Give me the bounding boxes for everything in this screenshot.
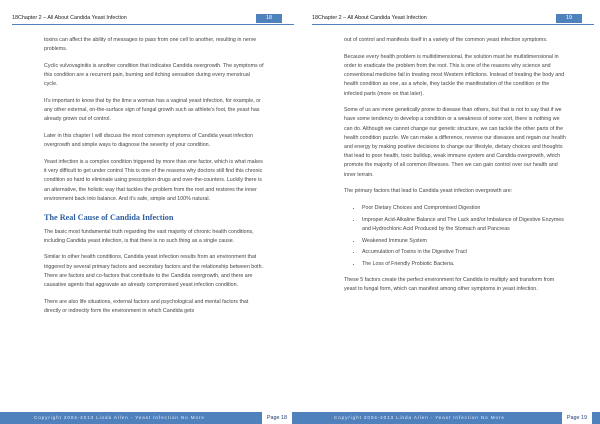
header-title: 18Chapter 2 – All About Candida Yeast Infection xyxy=(312,15,427,21)
page-footer xyxy=(300,412,600,424)
paragraph: Because every health problem is multidimensional, the solution must be multidimensional in order to eradicate the problem from the root. This is one of the reasons why science and conventional medicine fail in treating most Western inflictions. Instead of treating the body and health condition as one, as a whole, they tackle the manifestation of the condition or the infected parts (more on that later). xyxy=(344,53,565,97)
paragraph: There are also life situations, external factors and psychological and mental factors that directly or indirectly form the environment in which Candida gets xyxy=(44,298,249,314)
list-item: • Weakened Immune System xyxy=(362,237,566,246)
paragraph: out of control and manifests itself in a variety of the common yeast infection symptoms. xyxy=(344,37,548,43)
paragraph: Later in this chapter I will discuss the most common symptoms of Candida yeast infection overgrowth and simple ways to diagnose the severity of your condition. xyxy=(44,133,254,149)
paragraph: The basic most fundamental truth regarding the vast majority of chronic health conditions, including Candida yeast infection, is that there is no such thing as a single cause. xyxy=(44,228,254,244)
footer-page-number: Page 18 xyxy=(262,412,292,424)
header-page-number: 19 xyxy=(556,14,582,23)
footer-page-number: Page 19 xyxy=(562,412,592,424)
page-header xyxy=(312,14,594,23)
list-item: • Accumulation of Toxins in the Digestive Tract xyxy=(362,248,566,257)
paragraph: toxins can affect the ability of messages to pass from one cell to another, resulting in nerve problems. xyxy=(44,37,257,53)
footer-copyright: Copyright 2004-2013 Linda Allen - Yeast Infection No More xyxy=(34,415,205,420)
paragraph: These 5 factors create the perfect environment for Candida to multiply and transform from yeast to fungal form, which can manifest among other symptoms in yeast infection. xyxy=(344,277,555,293)
header-rule xyxy=(12,24,294,25)
list-item: • Poor Dietary Choices and Compromised Digestion xyxy=(362,204,566,213)
paragraph: Similar to other health conditions, Candida yeast infection results from an environment that triggered by several primary factors and secondary factors and the relationship between both. There are factors and co-factors that contribute to the Candida overgrowth, and there are causative agents that aggravate an already compromised yeast infection condition. xyxy=(44,254,264,289)
factor-list xyxy=(344,204,566,269)
paragraph: Some of us are more genetically prone to disease than others, but that is not to say that if we have some tendency to develop a condition or a weakness of some sort, there is nothing we can do. Although we cannot change our genetic structure, we can tackle the other parts of the health condition puzzle. We can make a difference, reverse our diseases and regain our health and energy by making positive decisions to change our lifestyle, dietary choices and thoughts that lead to poor health, toxic buildup, weak immune system and Candida overgrowth, which promote the majority of all common illnesses. Then we can gain control over our health and inner terrain. xyxy=(344,107,566,178)
paragraph: It’s important to know that by the time a woman has a vaginal yeast infection, for example, or any other external, on-the-surface sign of fungal growth such as athlete’s foot, the yeast has already grown out of control. xyxy=(44,98,261,123)
right-page xyxy=(300,0,600,424)
list-item: • Improper Acid-Alkaline Balance and The Lack and/or Imbalance of Digestive Enzymes and Hydrochloric Acid Produced by the Stomach and Pancreas xyxy=(362,216,566,234)
page-content xyxy=(344,36,566,302)
paragraph: Yeast infection is a complex condition triggered by more than one factor, which is what makes it very difficult to get under control This is one of the reasons why doctors still find this chronic condition so hard to eliminate using prescription drugs and over-the-counters. Luckily there is an alternative, the holistic way that tackles the problem from the root and restores the inner environment back into balance. And it’s safe, simple and 100% natural. xyxy=(44,159,263,202)
page-content xyxy=(44,36,264,324)
list-item: • The Loss of Friendly Probiotic Bacteria. xyxy=(362,260,566,269)
paragraph: Cyclic vulvovaginitis is another condition that indicates Candida overgrowth. The symptoms of this condition are a recurrent pain, burning and itching sensation during every menstrual cycle. xyxy=(44,62,264,88)
section-heading: The Real Cause of Candida Infection xyxy=(44,212,174,222)
page-header xyxy=(12,14,294,23)
footer-copyright: Copyright 2004-2013 Linda Allen - Yeast Infection No More xyxy=(334,415,505,420)
page-footer xyxy=(0,412,300,424)
header-page-number: 18 xyxy=(256,14,282,23)
paragraph: The primary factors that lead to Candida yeast infection overgrowth are: xyxy=(344,188,513,195)
header-rule xyxy=(312,24,594,25)
header-title: 18Chapter 2 – All About Candida Yeast Infection xyxy=(12,15,127,21)
